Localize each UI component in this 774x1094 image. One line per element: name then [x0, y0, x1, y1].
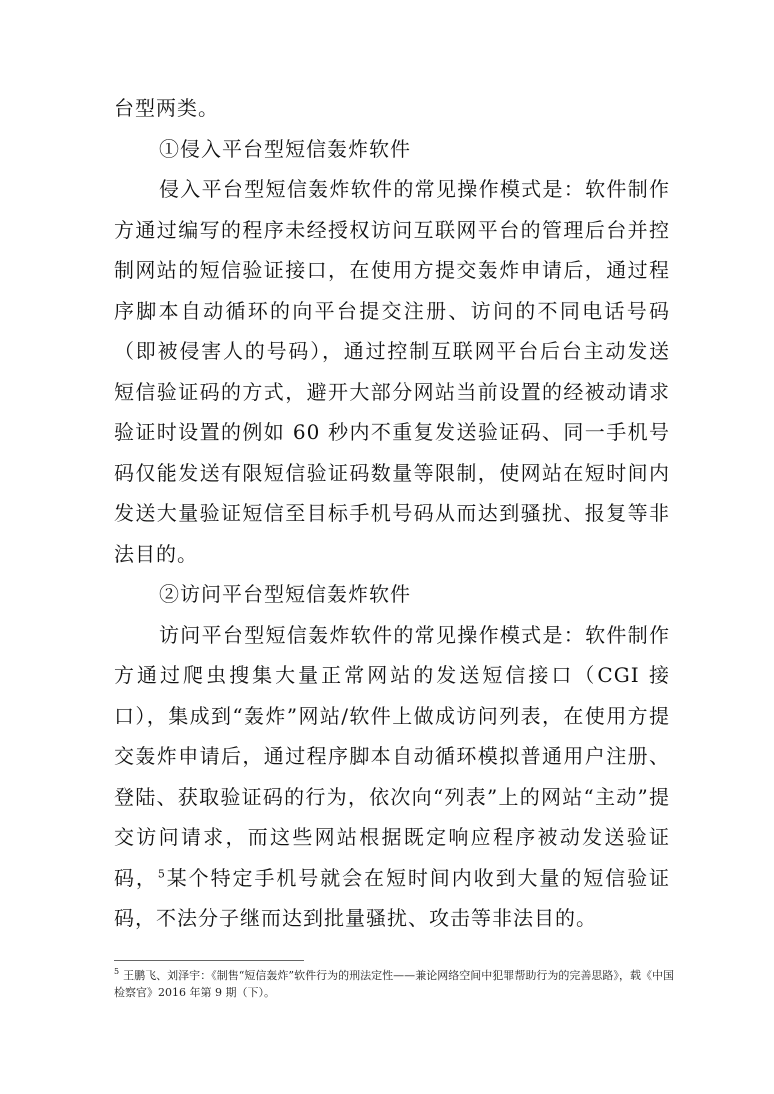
paragraph-access-part-2: 某个特定手机号就会在短时间内收到大量的短信验证码，不法分子继而达到批量骚扰、攻击等非法目的。: [114, 865, 671, 930]
subheading-access-type: ②访问平台型短信轰炸软件: [159, 582, 411, 606]
footnote: [114, 967, 674, 1001]
paragraph-access-description: [114, 615, 670, 939]
subheading-intrusion-type: ①侵入平台型短信轰炸软件: [159, 136, 411, 161]
paragraph-access-part-1: 访问平台型短信轰炸软件的常见操作模式是：软件制作方通过爬虫搜集大量正常网站的发送短信接口（CGI 接口），集成到“轰炸”网站/软件上做成访问列表，在使用方提交轰炸申请后，通过程序脚本自动循环模拟普通用户注册、登陆、获取验证码的行为，依次向“列表”上的网站“主动”提交访问请求，而这些网站根据既定响应程序被动发送验证码，: [114, 622, 670, 890]
paragraph-continuation: 台型两类。: [114, 96, 219, 120]
body-text: [114, 88, 670, 939]
paragraph-intrusion-description: 侵入平台型短信轰炸软件的常见操作模式是：软件制作方通过编写的程序未经授权访问互联网平台的管理后台并控制网站的短信验证接口，在使用方提交轰炸申请后，通过程序脚本自动循环的向平台提交注册、访问的不同电话号码（即被侵害人的号码），通过控制互联网平台后台主动发送短信验证码的方式，避开大部分网站当前设置的经被动请求验证时设置的例如 60 秒内不重复发送验证码、同一手机号码仅能发送有限短信验证码数量等限制，使网站在短时间内发送大量验证短信至目标手机号码从而达到骚扰、报复等非法目的。: [114, 177, 670, 566]
footnote-divider: [114, 960, 304, 961]
footnote-reference[interactable]: 5: [157, 866, 166, 880]
footnote-mark: 5: [114, 967, 120, 977]
footnote-text: 王鹏飞、刘泽宇：《制售“短信轰炸”软件行为的刑法定性——兼论网络空间中犯罪帮助行为的完善思路》，载《中国检察官》2016 年第 9 期（下）。: [114, 969, 674, 999]
